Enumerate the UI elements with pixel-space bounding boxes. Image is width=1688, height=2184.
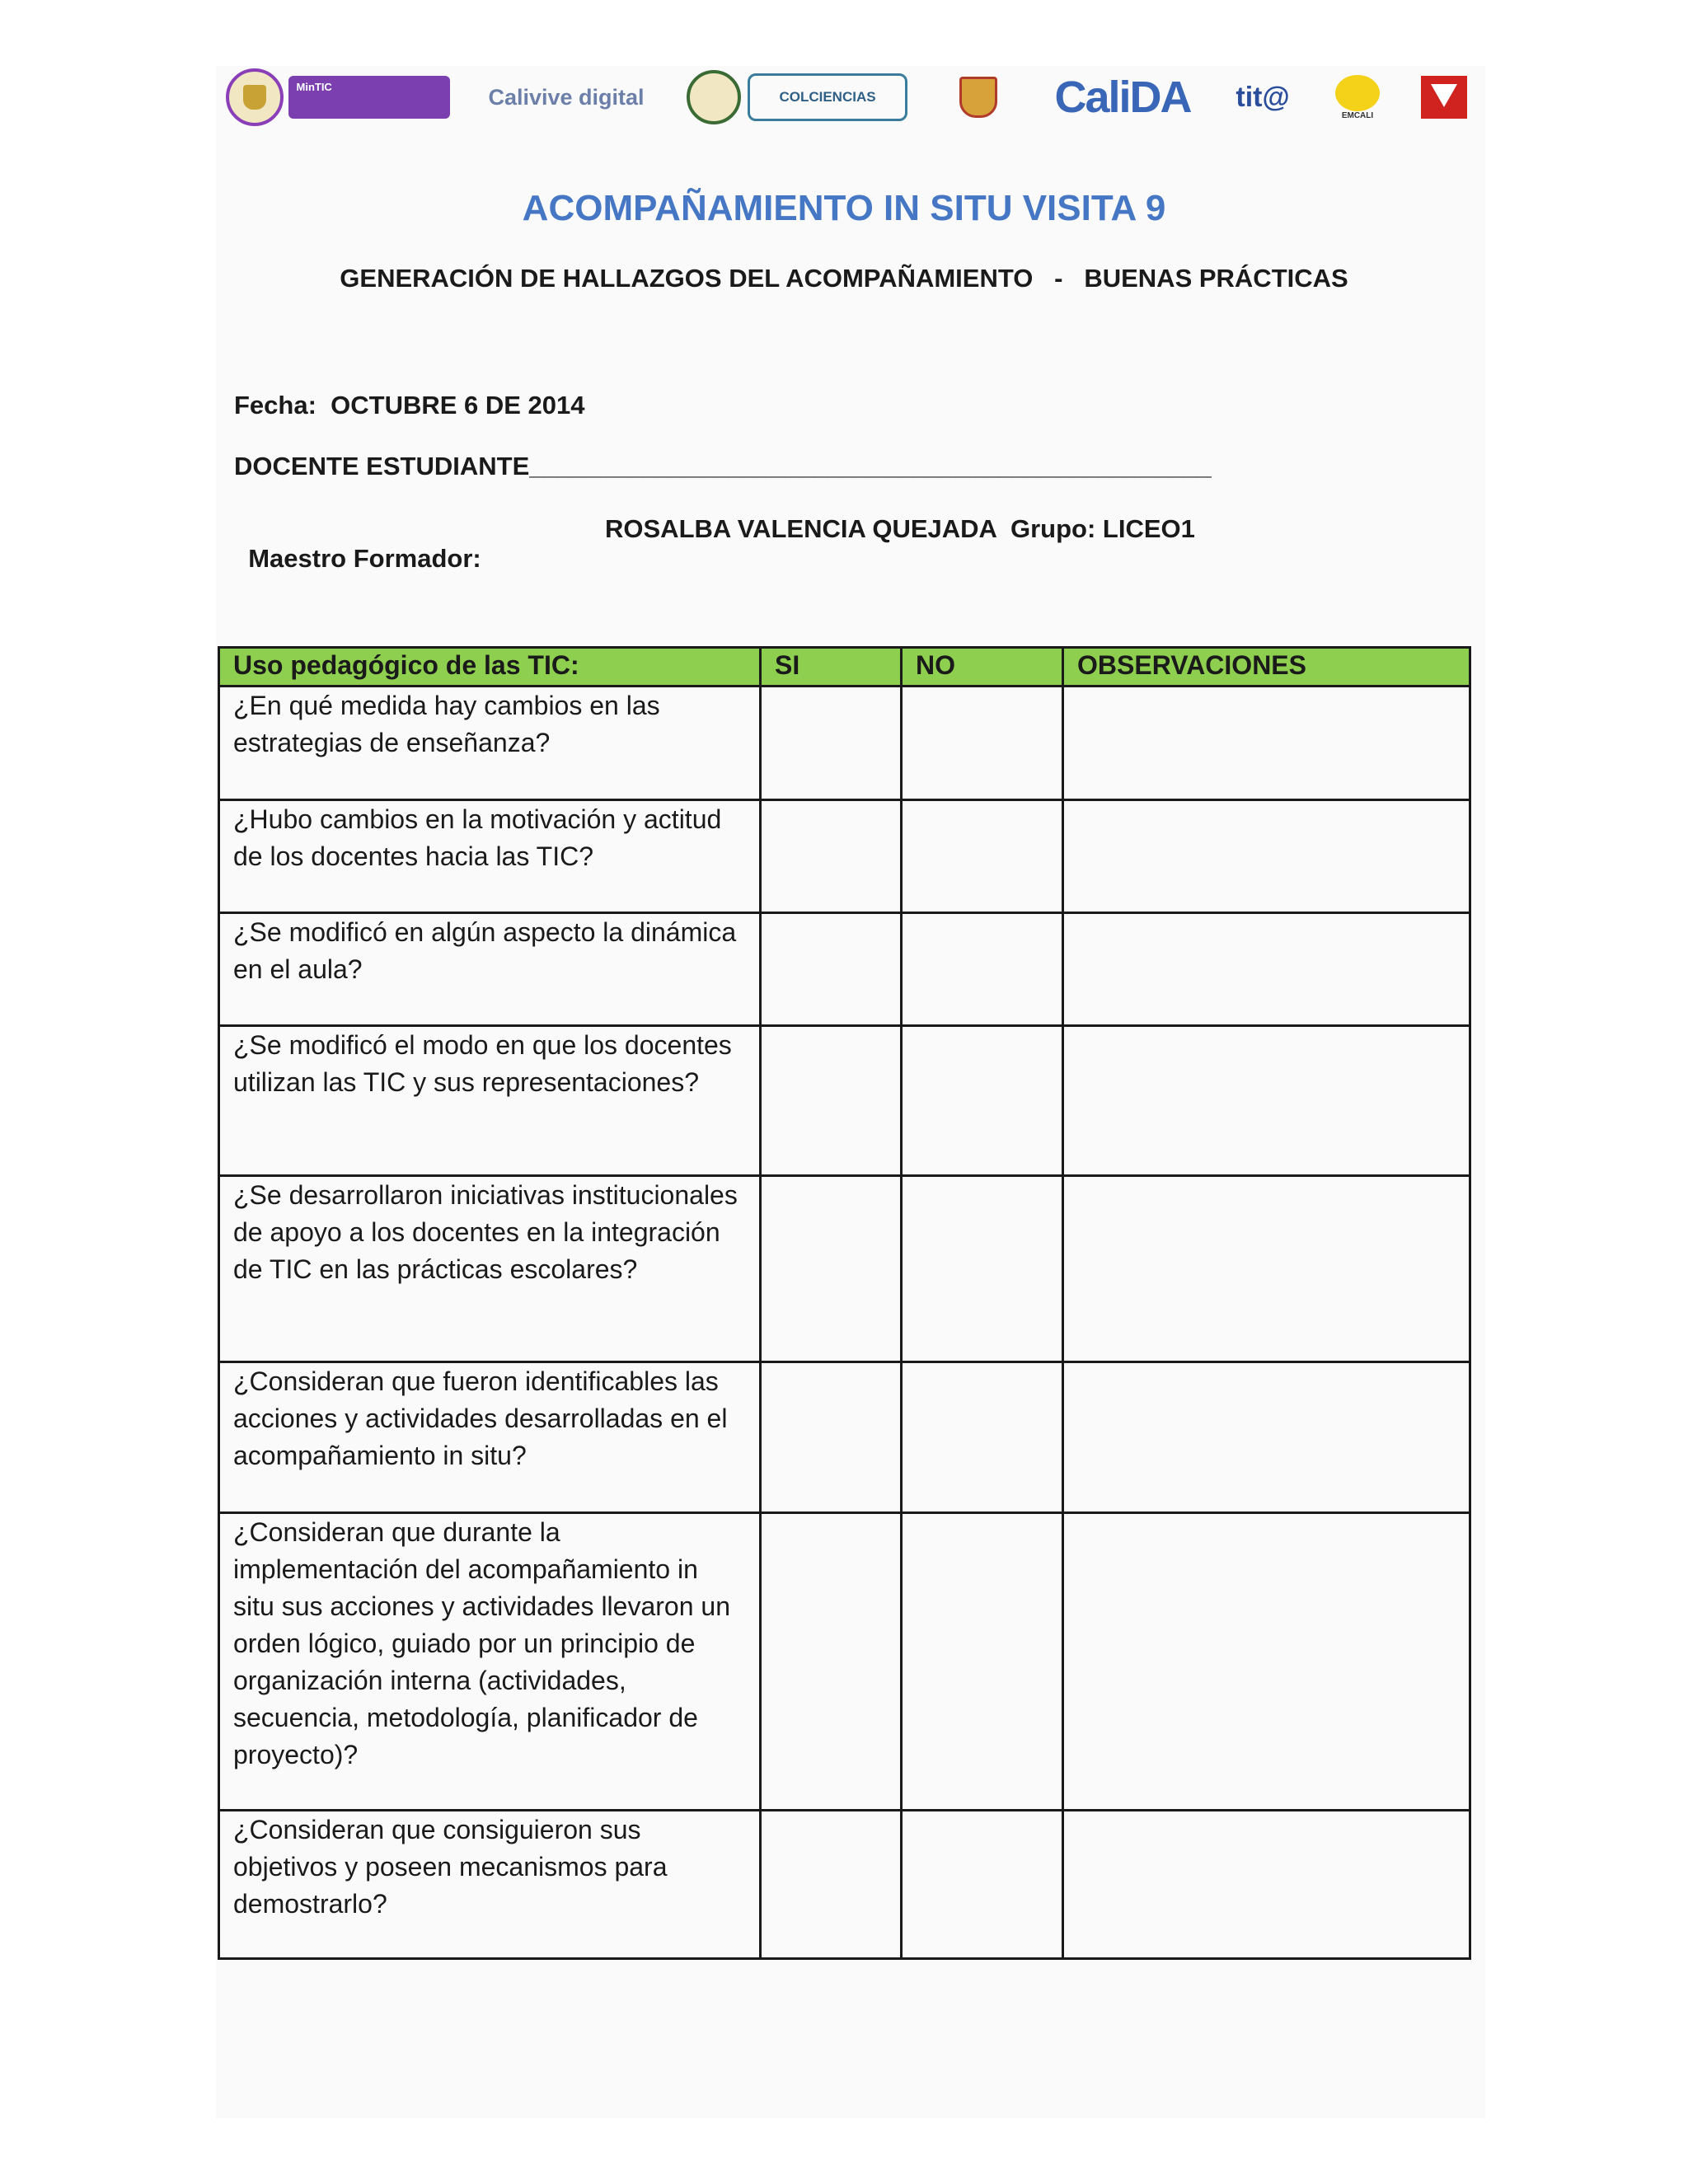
question-cell: ¿Hubo cambios en la motivación y actitud de los docentes hacia las TIC? [219, 800, 761, 913]
si-cell[interactable] [761, 1176, 902, 1362]
no-cell[interactable] [902, 1176, 1063, 1362]
table-row [219, 1176, 1470, 1362]
docente-estudiante-field: DOCENTE ESTUDIANTE________________________________________________ [234, 452, 1212, 480]
table-row [219, 1513, 1470, 1811]
si-cell[interactable] [761, 687, 902, 800]
calida-logo [1040, 64, 1205, 130]
tita-logo [1226, 64, 1300, 130]
observaciones-cell[interactable] [1063, 687, 1470, 800]
table-row [219, 1811, 1470, 1959]
mintic-label: MinTIC [288, 76, 450, 119]
si-cell[interactable] [761, 1811, 902, 1959]
table-row [219, 1026, 1470, 1176]
no-cell[interactable] [902, 800, 1063, 913]
observaciones-cell[interactable] [1063, 1362, 1470, 1513]
table-row [219, 913, 1470, 1026]
table-row [219, 800, 1470, 913]
table-row [219, 687, 1470, 800]
fecha-field: Fecha: OCTUBRE 6 DE 2014 [234, 391, 585, 419]
header-no: NO [902, 648, 1063, 687]
univalle-mark-icon [1421, 76, 1467, 119]
si-cell[interactable] [761, 1513, 902, 1811]
question-cell: ¿Consideran que durante la implementación del acompañamiento in situ sus acciones y actividades llevaron un orden lógico, guiado por un principio de organización interna (actividades, secuencia, metodología, planificador de proyecto)? [219, 1513, 761, 1811]
alcaldia-logo [933, 64, 1024, 130]
calivive-logo: Calivive digital [488, 84, 645, 110]
question-cell: ¿Se modificó el modo en que los docentes utilizan las TIC y sus representaciones? [219, 1026, 761, 1176]
si-cell[interactable] [761, 913, 902, 1026]
observaciones-cell[interactable] [1063, 1811, 1470, 1959]
logo-strip [224, 64, 1485, 138]
maestro-formador-field [234, 514, 1195, 603]
calida-label: CaliDA [1054, 73, 1191, 122]
no-cell[interactable] [902, 1362, 1063, 1513]
observaciones-cell[interactable] [1063, 1513, 1470, 1811]
observaciones-cell[interactable] [1063, 1026, 1470, 1176]
univalle-logo [1411, 64, 1477, 130]
shield-icon [959, 77, 997, 118]
tita-label: tit@ [1236, 81, 1290, 113]
header-si: SI [761, 648, 902, 687]
no-cell[interactable] [902, 913, 1063, 1026]
observaciones-cell[interactable] [1063, 800, 1470, 913]
question-cell: ¿Consideran que consiguieron sus objetivos y poseen mecanismos para demostrarlo? [219, 1811, 761, 1959]
si-cell[interactable] [761, 1026, 902, 1176]
question-cell: ¿Se modificó en algún aspecto la dinámica en el aula? [219, 913, 761, 1026]
colombia-seal-icon [226, 68, 284, 126]
no-cell[interactable] [902, 687, 1063, 800]
header-observaciones: OBSERVACIONES [1063, 648, 1470, 687]
page-title: ACOMPAÑAMIENTO IN SITU VISITA 9 [522, 188, 1166, 228]
colombia-seal-icon [687, 70, 741, 124]
page-subtitle: GENERACIÓN DE HALLAZGOS DEL ACOMPAÑAMIENTO - BUENAS PRÁCTICAS [340, 264, 1348, 293]
colciencias-logo [686, 64, 908, 130]
evaluation-table [218, 646, 1471, 1960]
maestro-label: Maestro Formador: [248, 544, 481, 573]
emcali-label: EMCALI [1341, 110, 1374, 120]
table-header-row [219, 648, 1470, 687]
emcali-mark-icon [1335, 75, 1380, 111]
no-cell[interactable] [902, 1513, 1063, 1811]
no-cell[interactable] [902, 1026, 1063, 1176]
table-row [219, 1362, 1470, 1513]
header-uso-pedagogico: Uso pedagógico de las TIC: [219, 648, 761, 687]
si-cell[interactable] [761, 800, 902, 913]
maestro-value: ROSALBA VALENCIA QUEJADA Grupo: LICEO1 [605, 514, 1195, 543]
colciencias-label: COLCIENCIAS [748, 73, 907, 121]
mintic-logo [224, 64, 451, 130]
observaciones-cell[interactable] [1063, 1176, 1470, 1362]
emcali-logo [1320, 64, 1395, 130]
observaciones-cell[interactable] [1063, 913, 1470, 1026]
question-cell: ¿Consideran que fueron identificables las acciones y actividades desarrolladas en el acompañamiento in situ? [219, 1362, 761, 1513]
question-cell: ¿En qué medida hay cambios en las estrategias de enseñanza? [219, 687, 761, 800]
si-cell[interactable] [761, 1362, 902, 1513]
question-cell: ¿Se desarrollaron iniciativas institucionales de apoyo a los docentes en la integración de TIC en las prácticas escolares? [219, 1176, 761, 1362]
no-cell[interactable] [902, 1811, 1063, 1959]
